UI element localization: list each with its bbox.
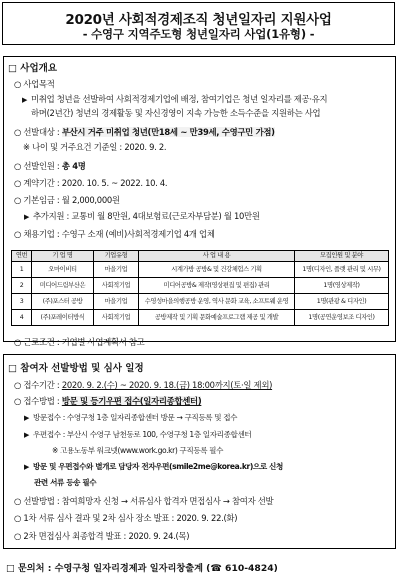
circle-bullet-icon: ○: [14, 513, 22, 523]
circle-bullet-icon: ○: [14, 79, 22, 89]
table-row: [12, 294, 389, 310]
period-line: ○ 계약기간 : 2020. 10. 5. ~ 2022. 10. 4.: [14, 178, 168, 188]
allowance-line: ▶ 추가지원 : 교통비 월 8만원, 4대보험료(근로자부담분) 월 10만원: [24, 211, 260, 221]
round2-line: ○ 2차 면접심사 최종합격 발표 : 2020. 9. 24.(목): [14, 531, 190, 541]
table-cell: 1명(관광 & 디자인): [295, 294, 389, 310]
table-cell: 1명(디자인, 플랫 관리 및 시무): [295, 262, 389, 278]
table-cell: (주)포스터 공방: [32, 294, 94, 310]
recruit-line: ○ 선발인원 : 총 4명: [14, 161, 86, 171]
circle-bullet-icon: ○: [14, 127, 22, 137]
purpose-label: ○ 사업목적: [14, 79, 55, 89]
purpose-line1: ▶ 미취업 청년을 선발하여 사회적경제기업에 배정, 참여기업은 청년 일자리를 제공·유지: [22, 94, 328, 104]
wage-line: ○ 기본임금 : 월 2,000,000원: [14, 195, 120, 205]
circle-bullet-icon: ○: [14, 396, 22, 406]
circle-bullet-icon: ○: [14, 380, 22, 390]
mail-line: ▶ 우편접수 : 부산시 수영구 남천동로 100, 수영구청 1층 일자리종합센터: [24, 430, 252, 439]
visit-line: ▶ 방문접수 : 수영구청 1층 일자리종합센터 방문 → 구직등록 및 접수: [24, 413, 238, 422]
circle-bullet-icon: ○: [14, 178, 22, 188]
table-cell: 마을기업: [94, 294, 139, 310]
table-cell: 1: [12, 262, 32, 278]
table-cell: 4: [12, 310, 32, 326]
table-cell: (주)포레이터방식: [32, 310, 94, 326]
column-header: 기 업 명: [32, 251, 94, 262]
triangle-bullet-icon: ▶: [24, 414, 29, 422]
target-line: ○ 선발대상 : 부산시 거주 미취업 청년(만18세 ~ 만39세, 수영구민 가점): [14, 127, 275, 137]
triangle-bullet-icon: ▶: [24, 431, 29, 439]
triangle-bullet-icon: ▶: [22, 96, 28, 104]
table-cell: 1명(영상제작): [295, 278, 389, 294]
circle-bullet-icon: ○: [14, 161, 22, 171]
circle-bullet-icon: ○: [14, 337, 22, 347]
checkbox-icon: □: [8, 63, 17, 74]
column-header: 사 업 내 용: [139, 251, 295, 262]
page-subtitle: - 수영구 지역주도형 청년일자리 사업(1유형) -: [82, 27, 315, 41]
circle-bullet-icon: ○: [14, 496, 22, 506]
purpose-line2: 하며(2년간) 청년의 경제활동 및 자신경영이 지속 가능한 소득수준을 지원하는 사업: [31, 108, 321, 118]
table-cell: 미디어드림부산은: [32, 278, 94, 294]
phone-icon: ☎: [210, 563, 222, 574]
table-cell: 수영성마을의행공방 운영, 역사 문화 교육, 소프트웨 운영: [139, 294, 295, 310]
table-row: [12, 278, 389, 294]
checkbox-icon: □: [8, 363, 17, 374]
table-cell: 사회적기업: [94, 310, 139, 326]
triangle-bullet-icon: ▶: [24, 463, 29, 471]
column-header: 기업유형: [94, 251, 139, 262]
table-cell: 1명(공연운영보조 디자인): [295, 310, 389, 326]
circle-bullet-icon: ○: [14, 195, 22, 205]
method-line: ○ 접수방법 : 방문 및 등기우편 접수(일자리종합센터): [14, 396, 202, 406]
circle-bullet-icon: ○: [14, 229, 22, 239]
age-note: ※ 나이 및 거주요건 기준일 : 2020. 9. 2.: [23, 142, 167, 152]
period-line: ○ 접수기간 : 2020. 9. 2.(수) ~ 2020. 9. 18.(금) 18:00까지(토·일 제외): [14, 380, 273, 390]
column-header: 연번: [12, 251, 32, 262]
table-header-row: [12, 251, 389, 262]
work-conditions-line: ○ 근로조건 : 기업별 사업계획서 참고: [14, 337, 145, 347]
worknet-note: ※ 고용노동부 워크넷(www.work.go.kr) 구직등록 필수: [52, 446, 224, 455]
overview-heading: □ 사업개요: [8, 63, 58, 74]
table-row: [12, 310, 389, 326]
table-cell: 미디어공방& 제작(영상편집 및 편집) 관리: [139, 278, 295, 294]
triangle-bullet-icon: ▶: [24, 213, 30, 221]
table-cell: 오마이비티: [32, 262, 94, 278]
table-cell: 사회적기업: [94, 278, 139, 294]
table-cell: 3: [12, 294, 32, 310]
contact-line: □ 문의처 : 수영구청 일자리경제과 일자리창출계 (☎ 610-4824): [6, 563, 278, 574]
circle-bullet-icon: ○: [14, 531, 22, 541]
column-header: 모집인원 및 분야: [295, 251, 389, 262]
round1-line: ○ 1차 서류 심사 결과 및 2차 심사 장소 발표 : 2020. 9. 22.(화): [14, 513, 238, 523]
selection-line: ○ 선발방법 : 참여희망자 신청 → 서류심사 합격자 면접심사 → 참여자 선발: [14, 496, 274, 506]
table-cell: 시계가방 공방& 및 건강체험스 기획: [139, 262, 295, 278]
jobs-table: [11, 250, 389, 326]
email-line1: ▶ 방문 및 우편접수와 별개로 담당자 전자우편(smile2me@korea.kr)으로 신청: [24, 462, 283, 471]
checkbox-icon: □: [6, 563, 15, 574]
table-cell: 2: [12, 278, 32, 294]
table-cell: 마을기업: [94, 262, 139, 278]
application-heading: □ 참여자 선발방법 및 심사 일정: [8, 363, 144, 374]
application-section: [3, 354, 396, 549]
page-title: 2020년 사회적경제조직 청년일자리 지원사업: [65, 12, 332, 28]
employer-line: ○ 채용기업 : 수영구 소재 (예비)사회적경제기업 4개 업체: [14, 229, 215, 239]
title-box: [2, 2, 395, 45]
table-cell: 공방제작 및 기획 문화예술프로그램 제공 및 개발: [139, 310, 295, 326]
table-row: [12, 262, 389, 278]
email-line2: 관련 서류 등송 필수: [34, 478, 97, 487]
